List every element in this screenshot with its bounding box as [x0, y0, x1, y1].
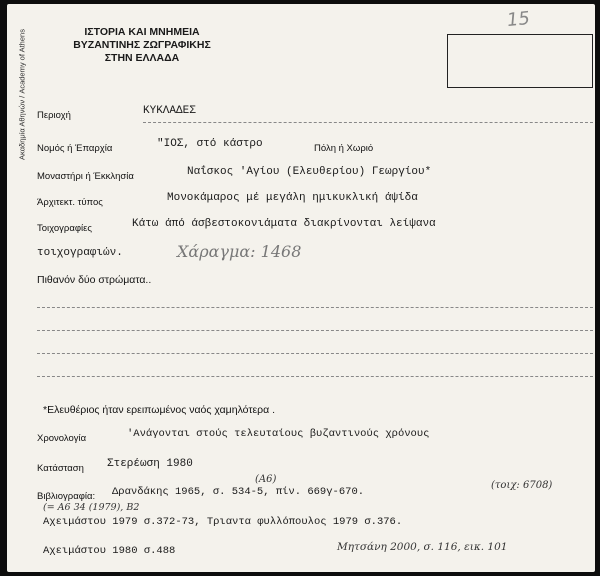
monastery-value: Ναΐσκος 'Αγίου (Ελευθερίου) Γεωργίου*: [187, 166, 432, 178]
region-value: ΚΥΚΛΑΔΕΣ: [143, 105, 196, 117]
bibliography-label: Βιβλιογραφία:: [37, 491, 96, 502]
architecture-value: Μονοκάμαρος μέ μεγάλη ημικυκλική άψίδα: [167, 192, 418, 204]
header-line-3: ΣΤΗΝ ΕΛΛΑΔΑ: [104, 52, 180, 64]
condition-label: Κατάσταση: [37, 463, 84, 474]
bibliography-hand-mitsani: Μητσάνη 2000, σ. 116, εικ. 101: [337, 541, 508, 553]
bibliography-line-3: Αχειμάστου 1980 σ.488: [43, 545, 176, 557]
catalog-box: [447, 34, 593, 88]
header-line-1: ΙΣΤΟΡΙΑ ΚΑΙ ΜΝΗΜΕΙΑ: [84, 26, 200, 38]
condition-value: Στερέωση 1980: [107, 458, 193, 470]
bibliography-line-2: Αχειμάστου 1979 σ.372-73, Τριαντα φυλλόπουλος 1979 σ.376.: [43, 516, 403, 528]
bibliography-hand-a6-34: (= A6 34 (1979), B2: [43, 502, 140, 513]
bibliography-hand-toich: (τοιχ: 6708): [491, 480, 553, 491]
frescoes-note: Πιθανόν δύο στρώματα..: [37, 274, 152, 286]
frescoes-value-1: Κάτω άπό άσβεστοκονιάματα διακρίνονται λείψανα: [132, 218, 436, 230]
region-rule: [143, 122, 593, 123]
catalog-number: 15: [505, 7, 531, 32]
blank-rule-2: [37, 330, 593, 331]
city-label: Πόλη ή Χωριό: [314, 143, 374, 154]
prefecture-value: "ΙΟΣ, στό κάστρο: [157, 138, 263, 150]
region-label: Περιοχή: [37, 110, 71, 121]
frescoes-label: Τοιχογραφίες: [37, 223, 92, 234]
chronology-value: 'Ανάγονται στούς τελευταίους βυζαντινούς χρόνους: [127, 428, 430, 440]
card-header: [67, 26, 217, 65]
bibliography-hand-a6: (A6): [255, 474, 277, 485]
archive-side-label: Ακαδημία Αθηνών / Academy of Athens: [17, 29, 27, 160]
header-line-2: ΒΥΖΑΝΤΙΝΗΣ ΖΩΓΡΑΦΙΚΗΣ: [73, 39, 211, 51]
frescoes-handwritten: Χάραγμα: 1468: [177, 242, 302, 261]
chronology-label: Χρονολογία: [37, 433, 87, 444]
prefecture-label: Νομός ή Έπαρχία: [37, 143, 113, 154]
blank-rule-3: [37, 353, 593, 354]
frescoes-value-2: τοιχογραφιών.: [37, 247, 123, 259]
architecture-label: Άρχιτεκτ. τύπος: [37, 197, 103, 208]
footnote: *Ελευθέριος ήταν ερειπωμένος ναός χαμηλότερα .: [43, 404, 276, 416]
blank-rule-1: [37, 307, 593, 308]
record-card: [7, 4, 595, 572]
bibliography-line-1: Δρανδάκης 1965, σ. 534-5, πίν. 669γ-670.: [112, 486, 365, 498]
monastery-label: Μοναστήρι ή Έκκλησία: [37, 171, 134, 182]
blank-rule-4: [37, 376, 593, 377]
